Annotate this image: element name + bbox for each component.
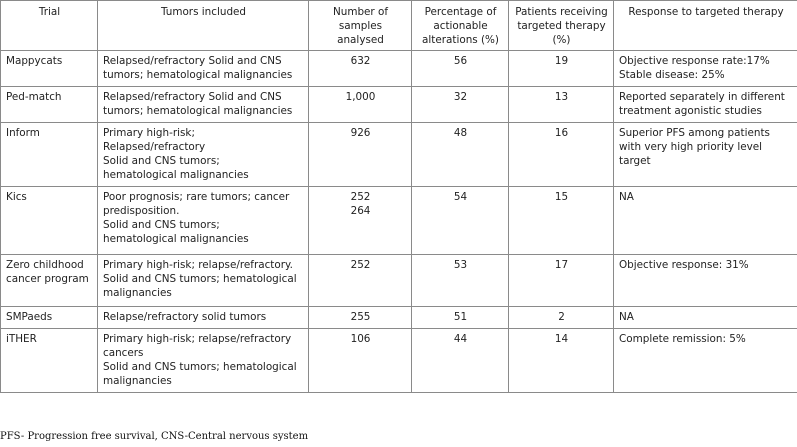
- response-line: Objective response rate:17%: [619, 55, 770, 67]
- table-row: [1, 51, 797, 87]
- cell-response-to-therapy: [614, 255, 797, 307]
- cell-actionable-alterations: 56: [412, 51, 509, 87]
- response-line: Complete remission: 5%: [619, 333, 746, 345]
- cell-patients-receiving-therapy: 14: [509, 329, 614, 393]
- tumors-line: Relapsed/refractory Solid and CNS tumors; hematological malignancies: [103, 91, 293, 117]
- cell-number-of-samples: [309, 307, 412, 329]
- cell-patients-receiving-therapy: 17: [509, 255, 614, 307]
- samples-value: 264: [350, 205, 371, 217]
- cell-patients-receiving-therapy: 16: [509, 123, 614, 187]
- cell-actionable-alterations: 48: [412, 123, 509, 187]
- samples-value: 926: [350, 127, 371, 139]
- cell-number-of-samples: [309, 255, 412, 307]
- tumors-line: Relapsed/refractory Solid and CNS tumors; hematological malignancies: [103, 55, 293, 81]
- cell-number-of-samples: [309, 187, 412, 255]
- cell-tumors-included: [98, 123, 309, 187]
- cell-tumors-included: [98, 255, 309, 307]
- cell-trial: Ped-match: [1, 87, 98, 123]
- cell-tumors-included: [98, 329, 309, 393]
- tumors-line: Primary high-risk; relapse/refractory cancers: [103, 333, 292, 359]
- response-line: Superior PFS among patients with very high priority level target: [619, 127, 770, 167]
- samples-value: 1,000: [345, 91, 376, 103]
- header-actionable-alterations: Percentage of actionable alterations (%): [412, 1, 509, 51]
- header-response-to-therapy: Response to targeted therapy: [614, 1, 797, 51]
- table-row: [1, 255, 797, 307]
- header-row: [1, 1, 797, 51]
- response-line: Stable disease: 25%: [619, 69, 725, 81]
- cell-response-to-therapy: [614, 329, 797, 393]
- response-line: NA: [619, 191, 634, 203]
- table-row: [1, 329, 797, 393]
- response-line: Reported separately in different treatment agonistic studies: [619, 91, 785, 117]
- response-line: NA: [619, 311, 634, 323]
- table-row: [1, 123, 797, 187]
- tumors-line: Relapsed/refractory: [103, 141, 206, 153]
- cell-response-to-therapy: [614, 87, 797, 123]
- samples-value: 255: [350, 311, 371, 323]
- cell-patients-receiving-therapy: 2: [509, 307, 614, 329]
- cell-number-of-samples: [309, 123, 412, 187]
- cell-response-to-therapy: [614, 187, 797, 255]
- samples-value: 252: [350, 191, 371, 203]
- cell-patients-receiving-therapy: 15: [509, 187, 614, 255]
- table-row: [1, 187, 797, 255]
- tumors-line: Poor prognosis; rare tumors; cancer predisposition.: [103, 191, 290, 217]
- header-number-of-samples: Number of samples analysed: [309, 1, 412, 51]
- tumors-line: Solid and CNS tumors;: [103, 219, 220, 231]
- cell-trial: Mappycats: [1, 51, 98, 87]
- tumors-line: Solid and CNS tumors;: [103, 155, 220, 167]
- cell-trial: Kics: [1, 187, 98, 255]
- tumors-line: Solid and CNS tumors; hematological malignancies: [103, 361, 297, 387]
- tumors-line: Solid and CNS tumors; hematological malignancies: [103, 273, 297, 299]
- cell-patients-receiving-therapy: 19: [509, 51, 614, 87]
- cell-trial: Inform: [1, 123, 98, 187]
- cell-number-of-samples: [309, 51, 412, 87]
- cell-actionable-alterations: 53: [412, 255, 509, 307]
- tumors-line: hematological malignancies: [103, 233, 249, 245]
- cell-number-of-samples: [309, 329, 412, 393]
- cell-trial: SMPaeds: [1, 307, 98, 329]
- tumors-line: hematological malignancies: [103, 169, 249, 181]
- cell-actionable-alterations: 51: [412, 307, 509, 329]
- table-row: [1, 87, 797, 123]
- samples-value: 632: [350, 55, 371, 67]
- cell-tumors-included: [98, 187, 309, 255]
- cell-trial: Zero childhood cancer program: [1, 255, 98, 307]
- cell-number-of-samples: [309, 87, 412, 123]
- header-patients-receiving-therapy: Patients receiving targeted therapy (%): [509, 1, 614, 51]
- samples-value: 252: [350, 259, 371, 271]
- cell-patients-receiving-therapy: 13: [509, 87, 614, 123]
- cell-tumors-included: [98, 87, 309, 123]
- cell-actionable-alterations: 44: [412, 329, 509, 393]
- cell-actionable-alterations: 54: [412, 187, 509, 255]
- cell-response-to-therapy: [614, 51, 797, 87]
- cell-trial: iTHER: [1, 329, 98, 393]
- samples-value: 106: [350, 333, 371, 345]
- table-body: [1, 51, 797, 393]
- table-footnote: PFS- Progression free survival, CNS-Central nervous system: [0, 431, 309, 442]
- cell-response-to-therapy: [614, 307, 797, 329]
- tumors-line: Primary high-risk; relapse/refractory.: [103, 259, 293, 271]
- table-header: [1, 1, 797, 51]
- cell-tumors-included: [98, 307, 309, 329]
- table-row: [1, 307, 797, 329]
- header-tumors-included: Tumors included: [98, 1, 309, 51]
- tumors-line: Primary high-risk;: [103, 127, 195, 139]
- header-trial: Trial: [1, 1, 98, 51]
- cell-response-to-therapy: [614, 123, 797, 187]
- tumors-line: Relapse/refractory solid tumors: [103, 311, 267, 323]
- response-line: Objective response: 31%: [619, 259, 749, 271]
- cell-actionable-alterations: 32: [412, 87, 509, 123]
- cell-tumors-included: [98, 51, 309, 87]
